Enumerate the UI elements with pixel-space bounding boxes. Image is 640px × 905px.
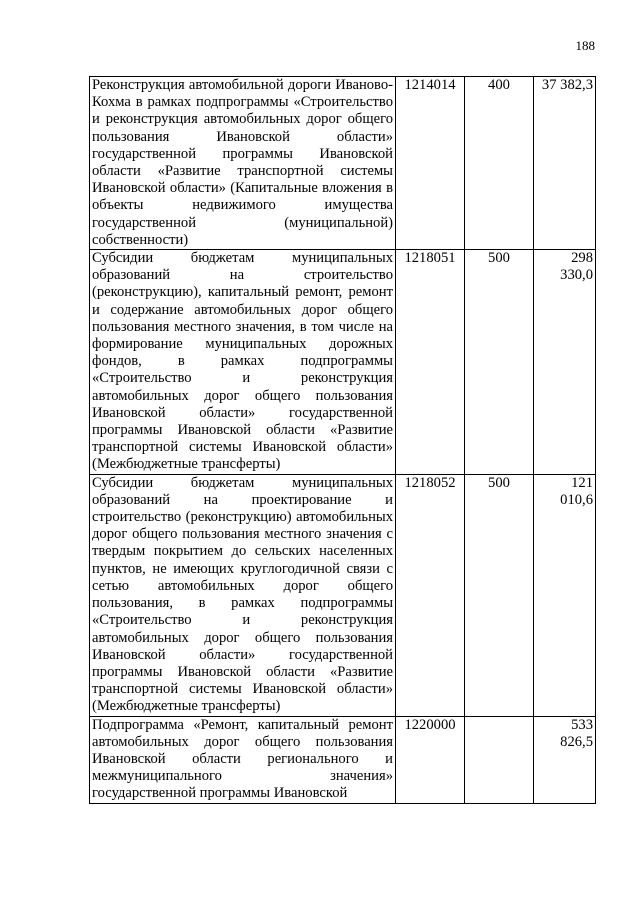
- row-amount: 298 330,0: [534, 250, 596, 475]
- row-expense-kind: 500: [465, 250, 534, 475]
- budget-table: [89, 76, 596, 804]
- page-number: 188: [575, 38, 595, 53]
- table-row: [90, 474, 596, 716]
- row-description: Субсидии бюджетам муниципальных образований на проектирование и строительство (реконструкцию) автомобильных дорог общего пользования местного значения с твердым покрытием до сельских населенных пунктов, не имеющих круглогодичной связи с сетью автомобильных дорог общего пользования, в рамках подпрограммы «Строительство и реконструкция автомобильных дорог общего пользования Ивановской области» государственной программы Ивановской области «Развитие транспортной системы Ивановской области» (Межбюджетные трансферты): [90, 474, 396, 716]
- row-description: Субсидии бюджетам муниципальных образований на строительство (реконструкцию), капитальный ремонт, ремонт и содержание автомобильных дорог общего пользования местного значения, в том числе на формирование муниципальных дорожных фондов, в рамках подпрограммы «Строительство и реконструкция автомобильных дорог общего пользования Ивановской области» государственной программы Ивановской области «Развитие транспортной системы Ивановской области» (Межбюджетные трансферты): [90, 250, 396, 475]
- row-expense-kind: 400: [465, 77, 534, 250]
- row-amount: 37 382,3: [534, 77, 596, 250]
- row-target-code: 1214014: [396, 77, 465, 250]
- row-amount: 533 826,5: [534, 716, 596, 803]
- row-target-code: 1218052: [396, 474, 465, 716]
- table-row: [90, 77, 596, 250]
- row-expense-kind: 500: [465, 474, 534, 716]
- row-target-code: 1220000: [396, 716, 465, 803]
- row-expense-kind: [465, 716, 534, 803]
- table-row: [90, 716, 596, 803]
- row-description: Реконструкция автомобильной дороги Иваново-Кохма в рамках подпрограммы «Строительство и реконструкция автомобильных дорог общего пользования Ивановской области» государственной программы Ивановской области «Развитие транспортной системы Ивановской области» (Капитальные вложения в объекты недвижимого имущества государственной (муниципальной) собственности): [90, 77, 396, 250]
- table-row: [90, 250, 596, 475]
- row-amount: 121 010,6: [534, 474, 596, 716]
- row-target-code: 1218051: [396, 250, 465, 475]
- row-description: Подпрограмма «Ремонт, капитальный ремонт автомобильных дорог общего пользования Ивановской области регионального и межмуниципального значения» государственной программы Ивановской: [90, 716, 396, 803]
